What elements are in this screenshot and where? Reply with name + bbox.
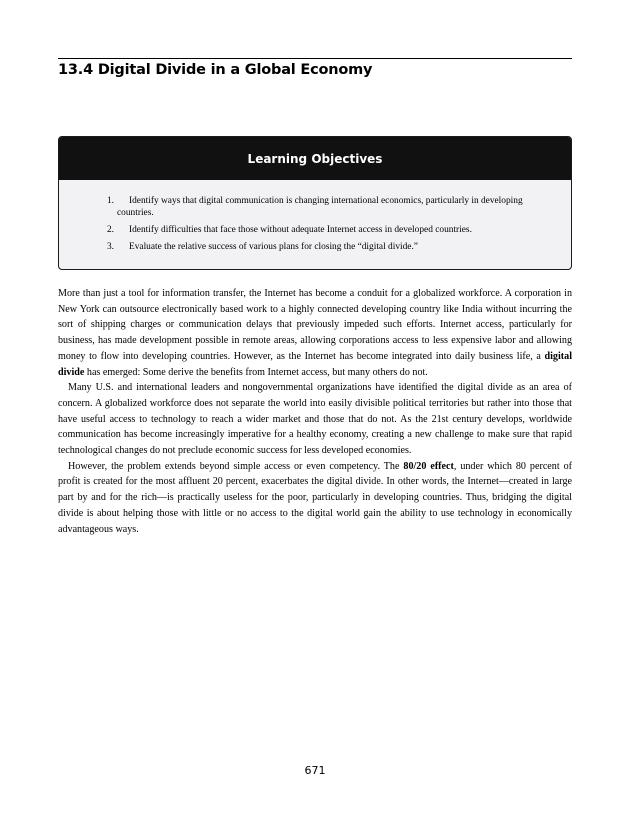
paragraph-text: However, the problem extends beyond simple access or even competency. The [68,460,404,472]
paragraph-text: More than just a tool for information transfer, the Internet has become a conduit for a globalized workforce. A corporation in New York can outsource electronically based work to a highly connected developing country like India without incurring the sort of shipping charges or communication delays that previously impeded such efforts. Internet access, particularly for business, has made development possible in remote areas, allowing corporations access to less expensive labor and allowing money to flow into developing countries. However, as the Internet has become integrated into daily business life, a [58,288,572,362]
objective-number: 2. [106,225,114,235]
body-text [58,286,572,537]
section-title: 13.4 Digital Divide in a Global Economy [58,62,373,78]
learning-objectives-heading: Learning Objectives [59,137,571,180]
paragraph: Many U.S. and international leaders and nongovernmental organizations have identified the digital divide as an area of concern. A globalized workforce does not separate the world into easily divisible political territories but rather into those that have useful access to technology to reach a wider market and those that do not. As the 21st century develops, worldwide communication has become increasingly imperative for a healthy economy, creating a new challenge to make sure that rapid technological changes do not preclude economic success for less developed economies. [58,382,572,457]
objective-number: 1. [106,196,114,206]
paragraph-text: , under which 80 percent of profit is created for the most affluent 20 percent, exacerbates the digital divide. In other words, the Internet—created in large part by and for the rich—is practically useless for the poor, particularly in developing countries. Thus, bridging the digital divide is about helping those with little or no access to the digital world gain the ability to use technology in economically advantageous ways. [58,460,572,535]
header-rule [58,58,572,59]
key-term: digital divide [58,350,572,378]
paragraph [58,286,572,380]
objective-text: Identify ways that digital communication is changing international economics, particularly in developing countries. [117,196,523,218]
objective-number: 3. [106,242,114,252]
paragraph-text: has emerged: Some derive the benefits from Internet access, but many others do not. [84,366,428,378]
objective-text: Evaluate the relative success of various plans for closing the “digital divide.” [129,242,418,252]
learning-objectives-box [58,136,572,270]
objective-item [106,224,557,236]
objective-item [106,241,557,253]
page-number: 671 [304,764,326,777]
objective-item [106,195,557,219]
key-term: 80/20 effect [403,460,454,472]
objective-text: Identify difficulties that face those without adequate Internet access in developed countries. [129,225,472,235]
paragraph [58,459,572,538]
